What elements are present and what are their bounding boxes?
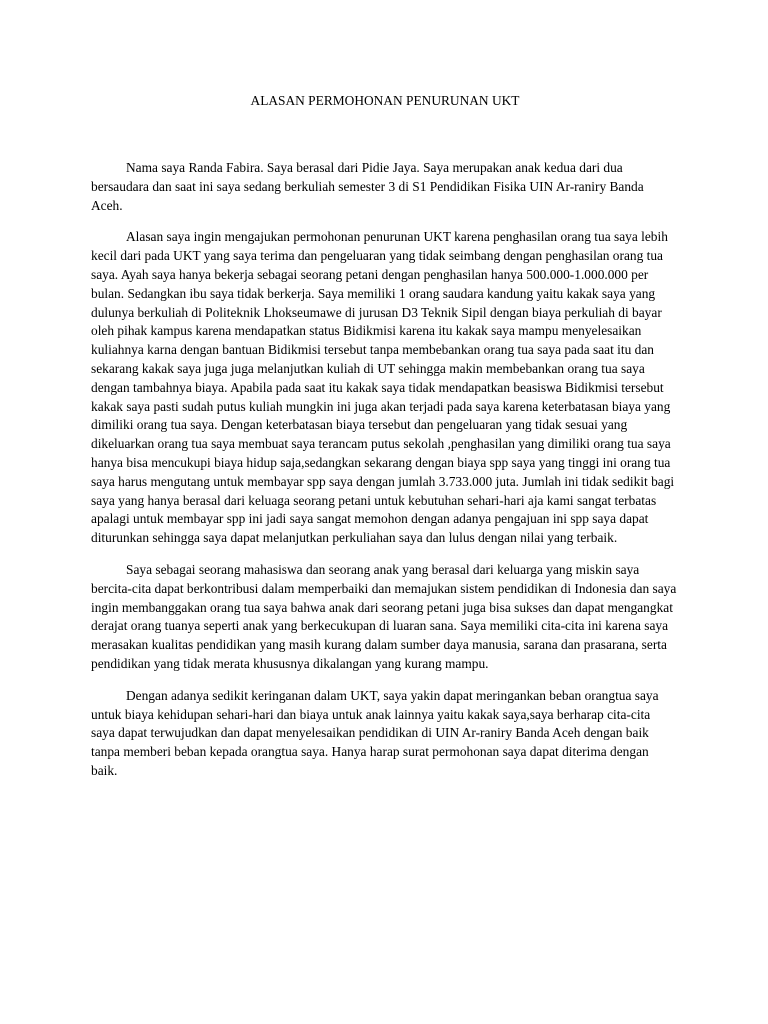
document-title: ALASAN PERMOHONAN PENURUNAN UKT (250, 93, 520, 108)
document-page (91, 92, 677, 794)
paragraph-reason: Alasan saya ingin mengajukan permohonan penurunan UKT karena penghasilan orang tua saya lebih kecil dari pada UKT yang saya terima dan pengeluaran yang tidak seimbang dengan penghasilan orang tua saya. Ayah saya hanya bekerja sebagai seorang petani dengan penghasilan hanya 500.000-1.000.000 per bulan. Sedangkan ibu saya tidak berkerja. Saya memiliki 1 orang saudara kandung yaitu kakak saya yang dulunya berkuliah di Politeknik Lhokseumawe di jurusan D3 Teknik Sipil dengan biaya perkuliah di bayar oleh pihak kampus karena mendapatkan status Bidikmisi karena itu kakak saya mampu menyelesaikan kuliahnya karna dengan bantuan Bidikmisi tersebut tanpa membebankan orang tua saya pada saat itu dan sekarang kakak saya juga juga melanjutkan kuliah di UT sehingga makin membebankan orang tua saya dengan tambahnya biaya. Apabila pada saat itu kakak saya tidak mendapatkan beasiswa Bidikmisi tersebut kakak saya pasti sudah putus kuliah mungkin ini juga akan terjadi pada saya karena keterbatasan biaya yang dimiliki orang tua saya. Dengan keterbatasan biaya tersebut dan pengeluaran yang tidak sesuai yang dikeluarkan orang tua saya membuat saya terancam putus sekolah ,penghasilan yang dimiliki orang tua saya hanya bisa mencukupi biaya hidup saja,sedangkan sekarang dengan biaya spp saya yang tinggi ini orang tua saya harus mengutang untuk membayar spp saya dengan jumlah 3.733.000 juta. Jumlah ini tidak sedikit bagi saya yang hanya berasal dari keluaga seorang petani untuk kebutuhan sehari-hari aja kami sangat terbatas apalagi untuk membayar spp ini jadi saya sangat memohon dengan adanya pengajuan ini spp saya dapat diturunkan sehingga saya dapat melanjutkan perkuliahan saya dan lulus dengan nilai yang terbaik. (91, 229, 675, 546)
paragraph-introduction: Nama saya Randa Fabira. Saya berasal dari Pidie Jaya. Saya merupakan anak kedua dari dua bersaudara dan saat ini saya sedang berkuliah semester 3 di S1 Pendidikan Fisika UIN Ar-raniry Banda Aceh. (91, 160, 644, 213)
paragraph-closing: Dengan adanya sedikit keringanan dalam UKT, saya yakin dapat meringankan beban orangtua saya untuk biaya kehidupan sehari-hari dan biaya untuk anak lainnya yaitu kakak saya,saya berharap cita-cita saya dapat terwujudkan dan dapat menyelesaikan pendidikan di UIN Ar-raniry Banda Aceh dengan baik tanpa memberi beban kepada orangtua saya. Hanya harap surat permohonan saya dapat diterima dengan baik. (91, 687, 659, 778)
paragraph-aspiration: Saya sebagai seorang mahasiswa dan seorang anak yang berasal dari keluarga yang miskin saya bercita-cita dapat berkontribusi dalam memperbaiki dan memajukan sistem pendidikan di Indonesia dan saya ingin membanggakan orang tua saya bahwa anak dari seorang petani juga bisa sukses dan dapat mengangkat derajat orang tuanya seperti anak yang berkecukupan di luaran sana. Saya memiliki cita-cita ini karena saya merasakan kualitas pendidikan yang masih kurang dalam sumber daya manusia, sarana dan prasarana, serta pendidikan yang tidak merata khususnya dikalangan yang kurang mampu. (91, 561, 677, 671)
